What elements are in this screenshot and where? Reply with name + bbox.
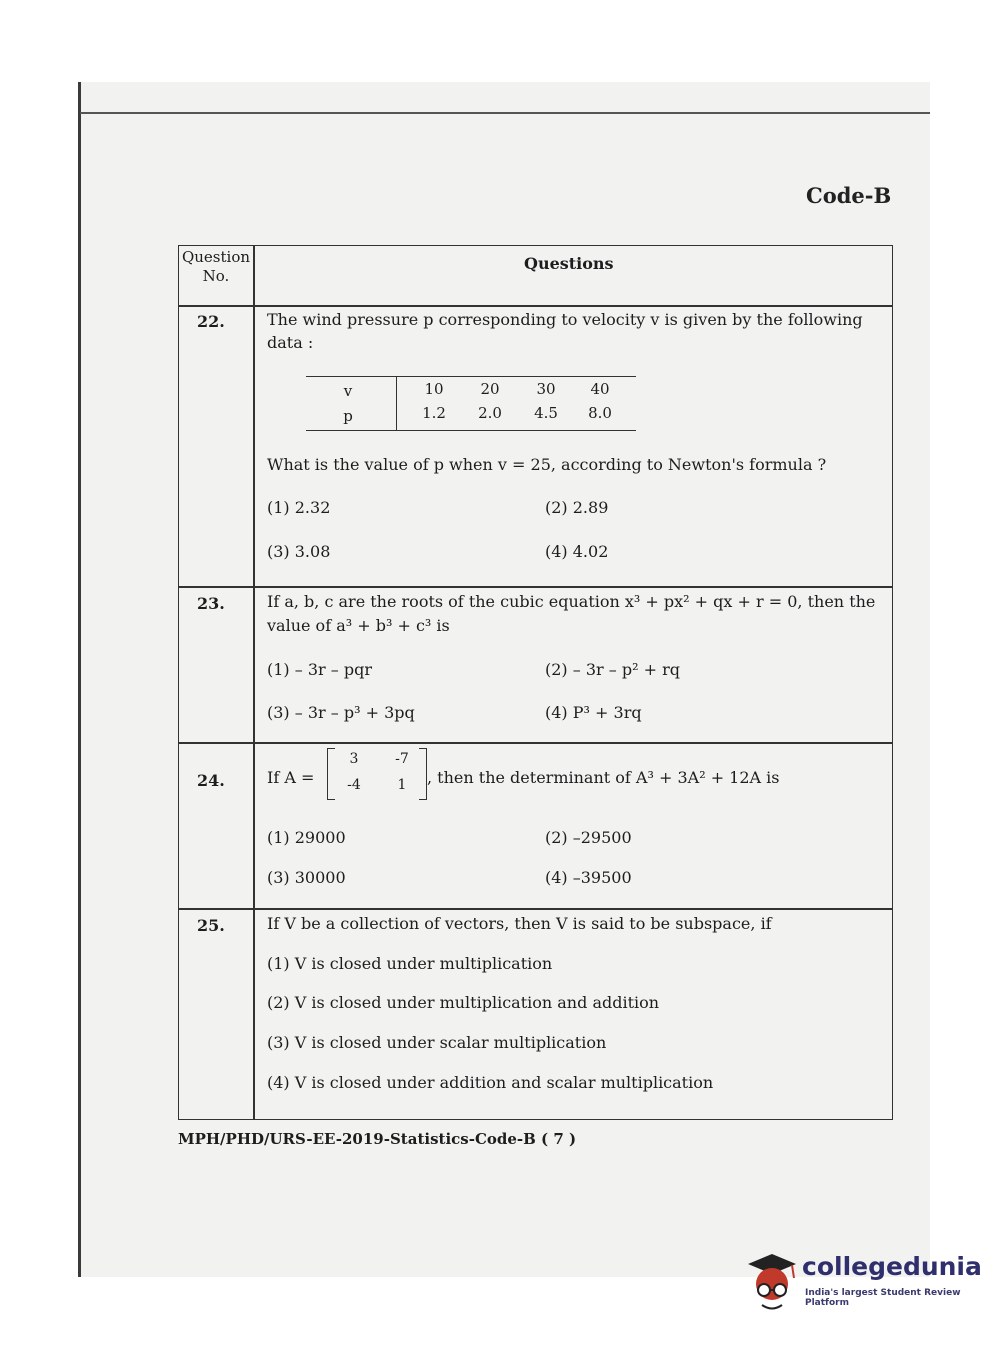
- collegedunia-logo[interactable]: [742, 1250, 982, 1320]
- option-1: (1) – 3r – pqr: [267, 660, 372, 679]
- header-text: No.: [202, 267, 230, 285]
- matrix-cell: 3: [349, 751, 359, 767]
- row-divider: [179, 908, 892, 910]
- question-text: The wind pressure p corresponding to velocity v is given by the following: [267, 310, 863, 329]
- logo-tagline: India's largest Student Review Platform: [805, 1288, 961, 1308]
- question-number: 25.: [197, 916, 225, 935]
- table-rule: [306, 430, 636, 431]
- matrix-statement: [267, 746, 887, 808]
- table-cell: 1.2: [422, 404, 446, 422]
- table-cell: 8.0: [588, 404, 612, 422]
- page-top-rule: [80, 112, 930, 114]
- question-text: data :: [267, 333, 314, 352]
- column-header-qno: [181, 248, 251, 286]
- table-cell: p: [343, 407, 353, 425]
- matrix-cell: -4: [347, 777, 361, 793]
- matrix-cell: 1: [397, 777, 407, 793]
- logo-wordmark: collegedunia: [802, 1252, 982, 1281]
- option-4: (4) –39500: [545, 868, 632, 887]
- option-3: (3) 3.08: [267, 542, 331, 561]
- matrix-cell: -7: [395, 751, 409, 767]
- mascot-icon: [742, 1250, 800, 1314]
- question-text: value of a³ + b³ + c³ is: [267, 616, 450, 635]
- row-divider: [179, 742, 892, 744]
- table-separator: [396, 376, 397, 431]
- page-edge: [78, 82, 81, 1277]
- statement-prefix: If A =: [267, 768, 315, 787]
- data-table: [306, 374, 636, 434]
- column-header-questions: Questions: [524, 254, 614, 273]
- option-2: (2) V is closed under multiplication and addition: [267, 993, 660, 1012]
- table-cell: 20: [480, 380, 500, 398]
- header-text: Question: [181, 248, 251, 266]
- paper-code: Code-B: [806, 183, 892, 208]
- option-4: (4) P³ + 3rq: [545, 703, 642, 722]
- option-1: (1) 2.32: [267, 498, 331, 517]
- question-number: 23.: [197, 594, 225, 613]
- option-3: (3) 30000: [267, 868, 346, 887]
- option-2: (2) –29500: [545, 828, 632, 847]
- row-divider: [179, 305, 892, 307]
- option-4: (4) V is closed under addition and scalar multiplication: [267, 1073, 714, 1092]
- option-4: (4) 4.02: [545, 542, 609, 561]
- question-prompt: What is the value of p when v = 25, according to Newton's formula ?: [267, 455, 827, 474]
- question-text: If V be a collection of vectors, then V is said to be subspace, if: [267, 914, 772, 933]
- option-2: (2) – 3r – p² + rq: [545, 660, 680, 679]
- statement-suffix: , then the determinant of A³ + 3A² + 12A is: [427, 768, 780, 787]
- option-3: (3) – 3r – p³ + 3pq: [267, 703, 415, 722]
- table-rule: [306, 376, 636, 377]
- table-cell: v: [343, 382, 353, 400]
- matrix-a: [327, 746, 427, 806]
- table-cell: 30: [536, 380, 556, 398]
- option-1: (1) 29000: [267, 828, 346, 847]
- question-table: [178, 245, 893, 1120]
- table-cell: 2.0: [478, 404, 502, 422]
- option-2: (2) 2.89: [545, 498, 609, 517]
- page-footer: MPH/PHD/URS-EE-2019-Statistics-Code-B ( 7 ): [178, 1130, 577, 1148]
- option-1: (1) V is closed under multiplication: [267, 954, 553, 973]
- column-divider: [253, 246, 255, 1119]
- option-3: (3) V is closed under scalar multiplication: [267, 1033, 607, 1052]
- question-text: If a, b, c are the roots of the cubic equation x³ + px² + qx + r = 0, then the: [267, 592, 876, 611]
- question-number: 22.: [197, 312, 225, 331]
- left-bracket: [327, 748, 335, 800]
- right-bracket: [419, 748, 427, 800]
- row-divider: [179, 586, 892, 588]
- question-number: 24.: [197, 771, 225, 790]
- table-cell: 10: [424, 380, 444, 398]
- table-cell: 40: [590, 380, 610, 398]
- table-cell: 4.5: [534, 404, 558, 422]
